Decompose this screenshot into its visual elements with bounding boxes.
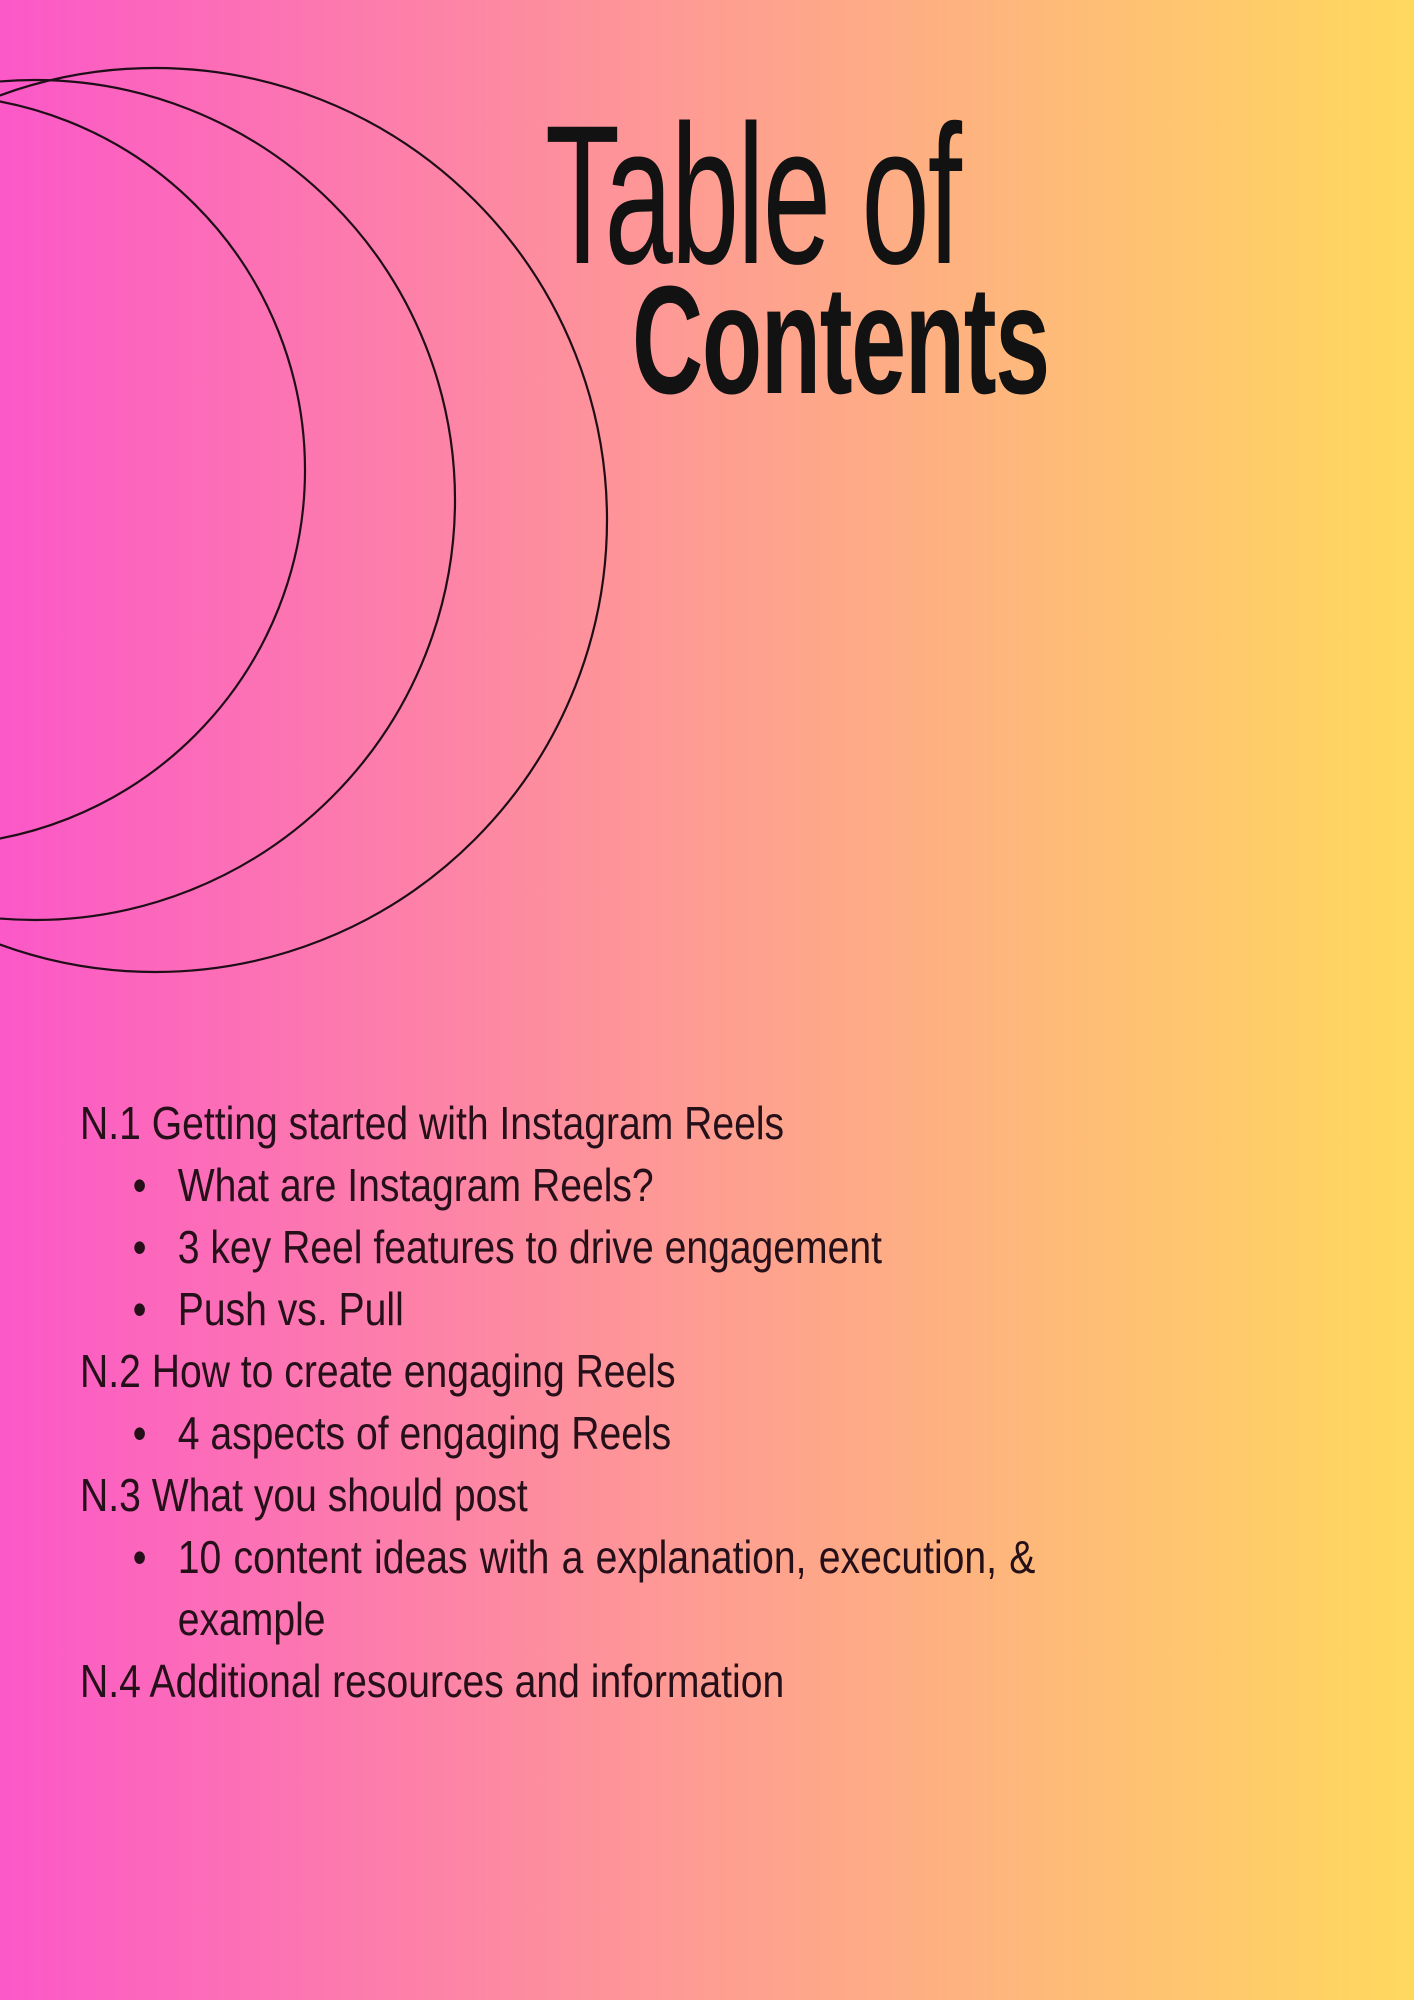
toc-bullet-item (80, 1216, 1035, 1278)
toc-bullet-item (80, 1154, 1035, 1216)
toc-bullet-label-line-2: example (177, 1593, 326, 1645)
toc-section-heading: N.3 What you should post (80, 1469, 528, 1521)
toc-bullet-label-line-1: 10 content ideas with a explanation, execution, & (177, 1531, 1036, 1583)
bullet-dot-icon: • (132, 1407, 147, 1459)
bullet-dot-icon: • (132, 1531, 147, 1583)
toc-bullet-label: 3 key Reel features to drive engagement (177, 1221, 882, 1273)
bullet-dot-icon: • (132, 1221, 147, 1273)
toc-bullet-label: Push vs. Pull (177, 1283, 404, 1335)
toc-section-heading: N.4 Additional resources and information (80, 1655, 785, 1707)
toc-section-heading: N.1 Getting started with Instagram Reels (80, 1097, 785, 1149)
toc-bullet-item (80, 1526, 1035, 1650)
bullet-dot-icon: • (132, 1159, 147, 1211)
toc-section-heading: N.2 How to create engaging Reels (80, 1345, 676, 1397)
toc-bullet-label: What are Instagram Reels? (177, 1159, 654, 1211)
toc-bullet-item (80, 1278, 1035, 1340)
page-title-line-1: Table of (545, 84, 961, 305)
toc-bullet-item (80, 1402, 1035, 1464)
toc-bullet-label: 4 aspects of engaging Reels (177, 1407, 672, 1459)
toc-bullet-label (178, 1526, 1036, 1650)
table-of-contents-list (80, 1092, 1035, 1712)
bullet-dot-icon: • (132, 1283, 147, 1335)
page-title-line-2: Contents (632, 254, 1049, 426)
